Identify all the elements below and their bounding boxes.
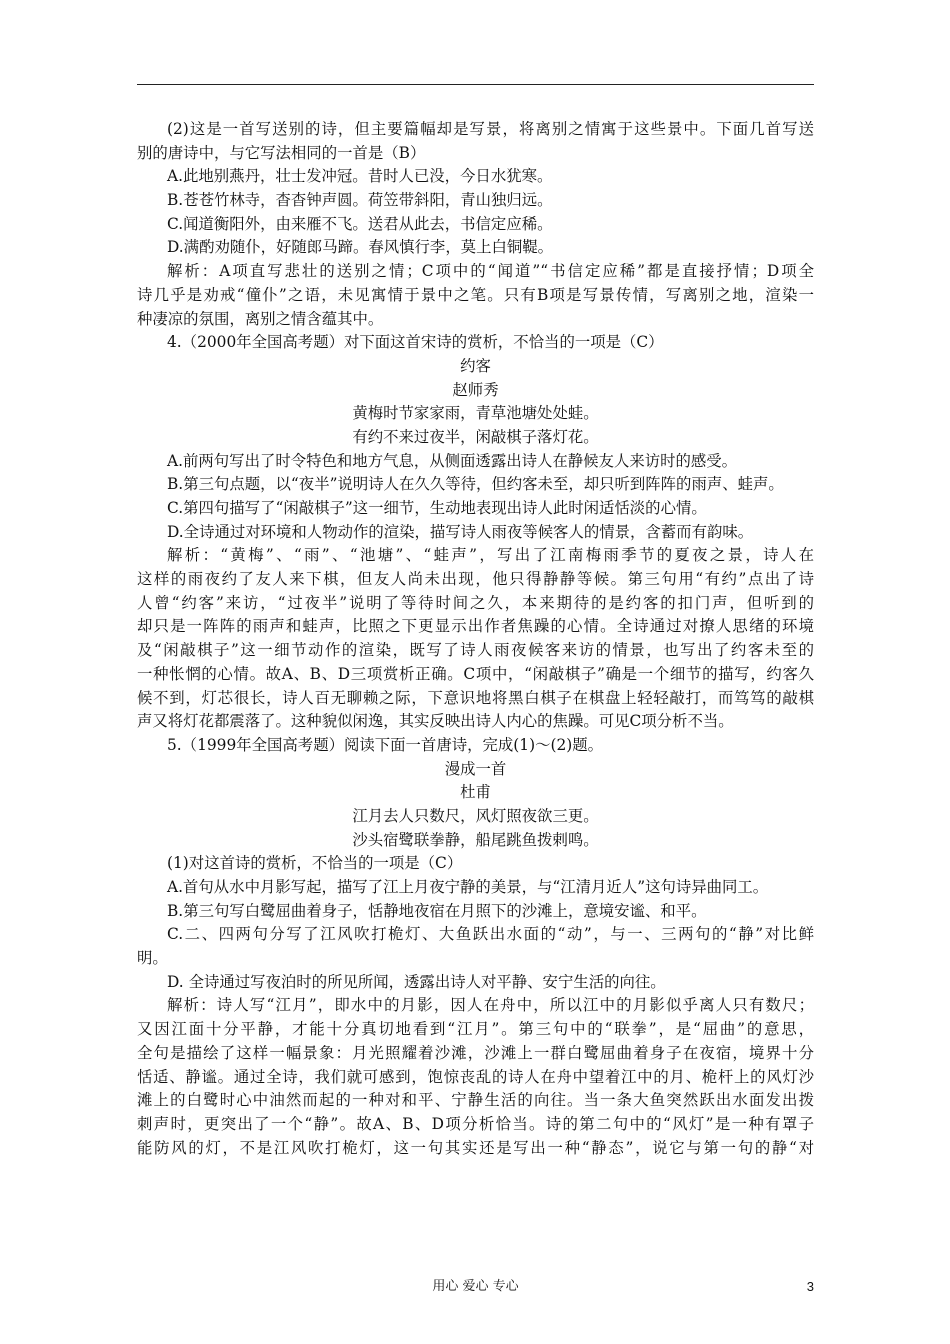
text-line: 恬适、静谧。通过全诗，我们就可感到，饱惊丧乱的诗人在舟中望着江中的月、桅杆上的风灯沙 (137, 1067, 814, 1086)
text-line: B.第三句写白鹭屈曲着身子，恬静地夜宿在月照下的沙滩上，意境安谧、和平。 (167, 901, 707, 920)
footer-slogan: 用心 爱心 专心 (432, 1279, 519, 1294)
text-line: D. 全诗通过写夜泊时的所见所闻，透露出诗人对平静、安宁生活的向往。 (167, 972, 666, 991)
text-line: 这样的雨夜约了友人来下棋，但友人尚未出现，他只得静静等候。第三句用“有约”点出了诗 (137, 570, 814, 589)
text-line: D.全诗通过对环境和人物动作的渲染，描写诗人雨夜等候客人的情景，含蓄而有韵味。 (167, 522, 754, 541)
text-line: 人曾“约客”来访，“过夜半”说明了等待时间之久，本来期待的是约客的扣门声，但听到的 (137, 593, 814, 612)
text-line: B.第三句点题，以“夜半”说明诗人在久久等待，但约客未至，却只听到阵阵的雨声、蛙声。 (167, 475, 784, 494)
text-line: 诗几乎是劝戒“僮仆”之语，未见寓情于景中之笔。只有B项是写景传情，写离别之地，渲染一 (137, 285, 814, 304)
text-line: 漫成一首 (444, 759, 507, 778)
text-line: A.此地别燕丹，壮士发冲冠。昔时人已没，今日水犹寒。 (167, 167, 553, 186)
text-line: 明。 (137, 949, 168, 968)
page-footer (137, 1277, 814, 1297)
text-line: 黄梅时节家家雨，青草池塘处处蛙。 (352, 404, 599, 423)
text-line: 能防风的灯，不是江风吹打桅灯，这一句其实还是写出一种“静态”，说它与第一句的静“对 (137, 1138, 814, 1157)
text-line: 声又将灯花都震落了。这种貌似闲逸，其实反映出诗人内心的焦躁。可见C项分析不当。 (137, 712, 734, 731)
text-line: 解析：“黄梅”、“雨”、“池塘”、“蛙声”，写出了江南梅雨季节的夏夜之景，诗人在 (167, 546, 814, 565)
text-line: 4.（2000年全国高考题）对下面这首宋诗的赏析，不恰当的一项是（C） (167, 333, 664, 352)
text-line: 种凄凉的氛围，离别之情含蕴其中。 (137, 309, 384, 328)
page-number: 3 (806, 1279, 814, 1294)
text-line: 解析：A项直写悲壮的送别之情；C项中的“闻道”“书信定应稀”都是直接抒情；D项全 (167, 262, 814, 281)
text-line: C.二、四两句分写了江风吹打桅灯、大鱼跃出水面的“动”，与一、三两句的“静”对比鲜 (167, 925, 814, 944)
text-line: 候不到，灯芯很长，诗人百无聊赖之际，下意识地将黑白棋子在棋盘上轻轻敲打，而笃笃的敲棋 (137, 688, 814, 707)
text-line: 却只是一阵阵的雨声和蛙声，比照之下更显示出作者焦躁的心情。全诗通过对撩人思绪的环境 (137, 617, 814, 636)
text-line: 5.（1999年全国高考题）阅读下面一首唐诗，完成(1)～(2)题。 (167, 735, 604, 754)
text-line: (2)这是一首写送别的诗，但主要篇幅却是写景，将离别之情寓于这些景中。下面几首写送 (167, 120, 814, 138)
header-rule (137, 84, 814, 85)
text-line: 刺声时，更突出了一个“静”。故A、B、D项分析恰当。诗的第二句中的“风灯”是一种有罩子 (137, 1114, 814, 1133)
text-line: 别的唐诗中，与它写法相同的一首是（B） (137, 143, 426, 162)
text-line: 滩上的白鹭时心中油然而起的一种对和平、宁静生活的向往。当一条大鱼突然跃出水面发出拨 (137, 1091, 814, 1110)
text-line: 又因江面十分平静，才能十分真切地看到“江月”。第三句中的“联拳”，是“屈曲”的意思， (137, 1020, 814, 1039)
text-line: 解析：诗人写“江月”，即水中的月影，因人在舟中，所以江中的月影似乎离人只有数尺； (167, 996, 814, 1015)
text-line: 全句是描绘了这样一幅景象：月光照耀着沙滩，沙滩上一群白鹭屈曲着身子在夜宿，境界十分 (137, 1043, 814, 1062)
text-line: 及“闲敲棋子”这一细节动作的渲染，既写了诗人雨夜候客来访的情景，也写出了约客未至的 (137, 641, 814, 660)
text-line: 赵师秀 (452, 380, 499, 399)
text-line: C.闻道衡阳外，由来雁不飞。送君从此去，书信定应稀。 (167, 214, 553, 233)
text-line: D.满酌劝随仆，好随郎马蹄。春风慎行李，莫上白铜鞮。 (167, 238, 554, 257)
text-line: 杜甫 (460, 783, 491, 802)
text-line: A.首句从水中月影写起，描写了江上月夜宁静的美景，与“江清月近人”这句诗异曲同工。 (167, 878, 769, 896)
text-line: A.前两句写出了时令特色和地方气息，从侧面透露出诗人在静候友人来访时的感受。 (167, 451, 738, 470)
text-line: (1)对这首诗的赏析，不恰当的一项是（C） (167, 854, 463, 873)
document-body (137, 118, 814, 1160)
text-line: 沙头宿鹭联拳静，船尾跳鱼拨剌鸣。 (352, 830, 599, 849)
text-line: 江月去人只数尺，风灯照夜欲三更。 (352, 806, 599, 825)
text-line: C.第四句描写了“闲敲棋子”这一细节，生动地表现出诗人此时闲适恬淡的心情。 (167, 499, 707, 517)
text-line: 约客 (460, 356, 491, 375)
text-line: 一种怅惘的心情。故A、B、D三项赏析正确。C项中，“闲敲棋子”确是一个细节的描写，约客久 (137, 664, 814, 683)
text-line: B.苍苍竹林寺，杳杳钟声圆。荷笠带斜阳，青山独归远。 (167, 191, 553, 210)
text-line: 有约不来过夜半，闲敲棋子落灯花。 (352, 427, 599, 446)
